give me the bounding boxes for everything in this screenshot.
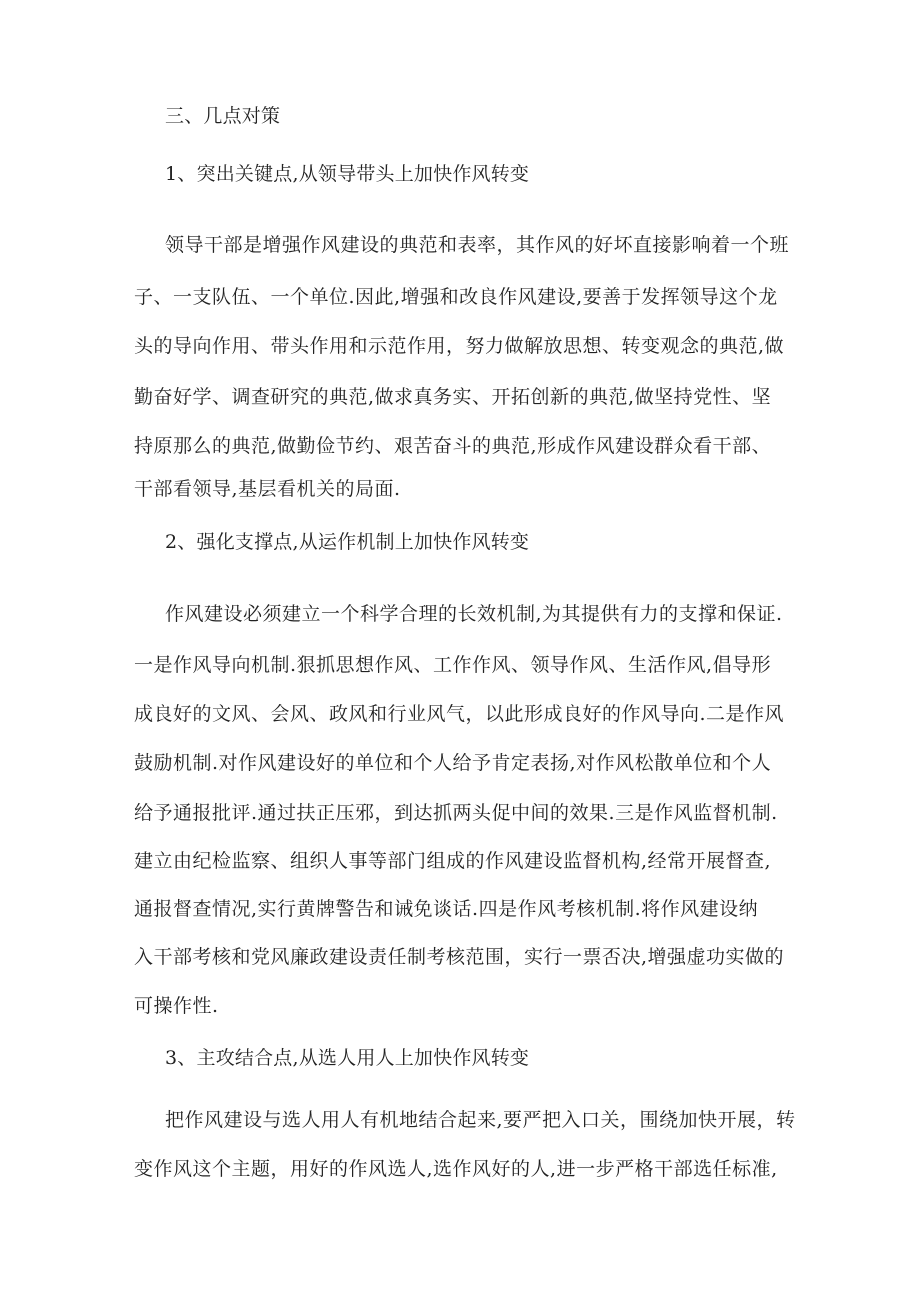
subheading-3: 3、主攻结合点,从选人用人上加快作风转变 — [165, 1047, 530, 1069]
paragraph-1-line: 持原那么的典范,做勤俭节约、艰苦奋斗的典范,形成作风建设群众看干部、 — [134, 435, 772, 457]
paragraph-1-line: 子、一支队伍、一个单位.因此,增强和改良作风建设,要善于发挥领导这个龙 — [134, 286, 778, 308]
paragraph-2-line: 一是作风导向机制.狠抓思想作风、工作作风、领导作风、生活作风,倡导形 — [134, 654, 772, 676]
paragraph-2-line: 入干部考核和党风廉政建设责任制考核范围，实行一票否决,增强虚功实做的 — [134, 946, 785, 968]
subheading-2: 2、强化支撑点,从运作机制上加快作风转变 — [165, 531, 530, 553]
section-heading: 三、几点对策 — [165, 105, 281, 127]
paragraph-2-line: 成良好的文风、会风、政风和行业风气，以此形成良好的作风导向.二是作风 — [134, 703, 785, 725]
subheading-1: 1、突出关键点,从领导带头上加快作风转变 — [165, 163, 530, 185]
paragraph-2-line: 作风建设必须建立一个科学合理的长效机制,为其提供有力的支撑和保证. — [165, 603, 783, 625]
paragraph-1-line: 领导干部是增强作风建设的典范和表率，其作风的好坏直接影响着一个班 — [165, 234, 790, 256]
paragraph-2-line: 鼓励机制.对作风建设好的单位和个人给予肯定表扬,对作风松散单位和个人 — [134, 752, 772, 774]
paragraph-2-line: 建立由纪检监察、组织人事等部门组成的作风建设监督机构,经常开展督查, — [134, 850, 772, 872]
paragraph-3-line: 把作风建设与选人用人有机地结合起来,要严把入口关，围绕加快开展，转 — [165, 1109, 796, 1131]
paragraph-3-line: 变作风这个主题，用好的作风选人,选作风好的人,进一步严格干部选任标准, — [134, 1158, 778, 1180]
paragraph-2-line: 可操作性. — [134, 995, 219, 1017]
paragraph-2-line: 通报督查情况,实行黄牌警告和诫免谈话.四是作风考核机制.将作风建设纳 — [134, 898, 759, 920]
paragraph-1-line: 头的导向作用、带头作用和示范作用，努力做解放思想、转变观念的典范,做 — [134, 335, 785, 357]
paragraph-1-line: 勤奋好学、调查研究的典范,做求真务实、开拓创新的典范,做坚持党性、坚 — [134, 386, 772, 408]
paragraph-1-line: 干部看领导,基层看机关的局面. — [134, 478, 401, 500]
paragraph-2-line: 给予通报批评.通过扶正压邪，到达抓两头促中间的效果.三是作风监督机制. — [134, 802, 778, 824]
